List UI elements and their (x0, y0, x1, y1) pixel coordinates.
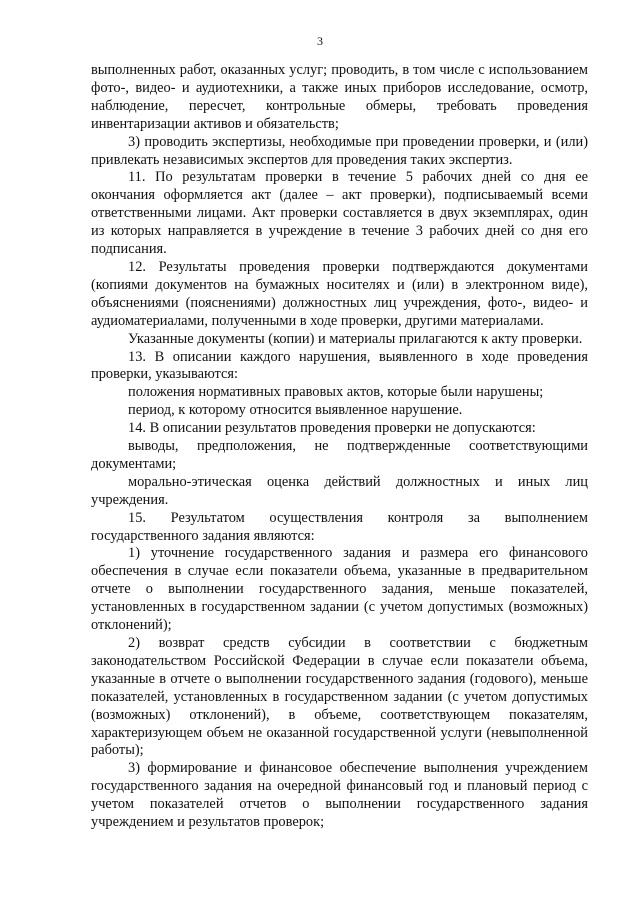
paragraph: 14. В описании результатов проведения проверки не допускаются: (128, 420, 536, 437)
paragraph: период, к которому относится выявленное нарушение. (128, 402, 463, 419)
paragraph: Указанные документы (копии) и материалы прилагаются к акту проверки. (128, 330, 583, 347)
paragraph: 2) возврат средств субсидии в соответствии с бюджетным законодательством Российской Федерации в случае если показатели объема, указанные в отчете о выполнении государственного задания (годового), меньше показателей, установленных в государственном задании (с учетом допустимых (возможных) отклонений), в объеме, соответствующем показателям, характеризующем объем не оказанной государственной услуги (невыполненной работы); (91, 635, 588, 759)
paragraph: 3) проводить экспертизы, необходимые при проведении проверки, и (или) привлекать независимых экспертов для проведения таких экспертиз. (91, 133, 588, 168)
page-number: 3 (317, 34, 323, 48)
paragraph: выполненных работ, оказанных услуг; проводить, в том числе с использованием фото-, видео- и аудиотехники, а также иных приборов исследование, осмотр, наблюдение, пересчет, контрольные обмеры, требовать проведения инвентаризации активов и обязательств; (91, 62, 588, 132)
paragraph: 1) уточнение государственного задания и размера его финансового обеспечения в случае если показатели объема, указанные в предварительном отчете о выполнении государственного задания, меньше показателей, установленных в государственном задании (с учетом допустимых (возможных) отклонений); (91, 545, 588, 634)
paragraph: выводы, предположения, не подтвержденные соответствующими документами; (91, 438, 588, 472)
paragraph: морально-этическая оценка действий должностных и иных лиц учреждения. (91, 473, 588, 508)
paragraph: 11. По результатам проверки в течение 5 рабочих дней со дня ее окончания оформляется акт (далее – акт проверки), подписываемый всеми ответственными лицами. Акт проверки составляется в двух экземплярах, один из которых направляется в учреждение в течение 3 рабочих дней со дня его подписания. (91, 169, 588, 258)
document-body (91, 62, 588, 832)
paragraph: 12. Результаты проведения проверки подтверждаются документами (копиями документов на бумажных носителях и (или) в электронном виде), объяснениями (пояснениями) должностных лиц учреждения, фото-, видео- и аудиоматериалами, полученными в ходе проверки, другими материалами. (91, 258, 588, 329)
paragraph: 15. Результатом осуществления контроля за выполнением государственного задания являются: (91, 509, 588, 544)
paragraph: 3) формирование и финансовое обеспечение выполнения учреждением государственного задания на очередной финансовый год и плановый период с учетом показателей отчетов о выполнении государственного задания учреждением и результатов проверок; (91, 760, 588, 831)
paragraph: 13. В описании каждого нарушения, выявленного в ходе проведения проверки, указываются: (91, 348, 588, 383)
paragraph: положения нормативных правовых актов, которые были нарушены; (128, 384, 544, 401)
